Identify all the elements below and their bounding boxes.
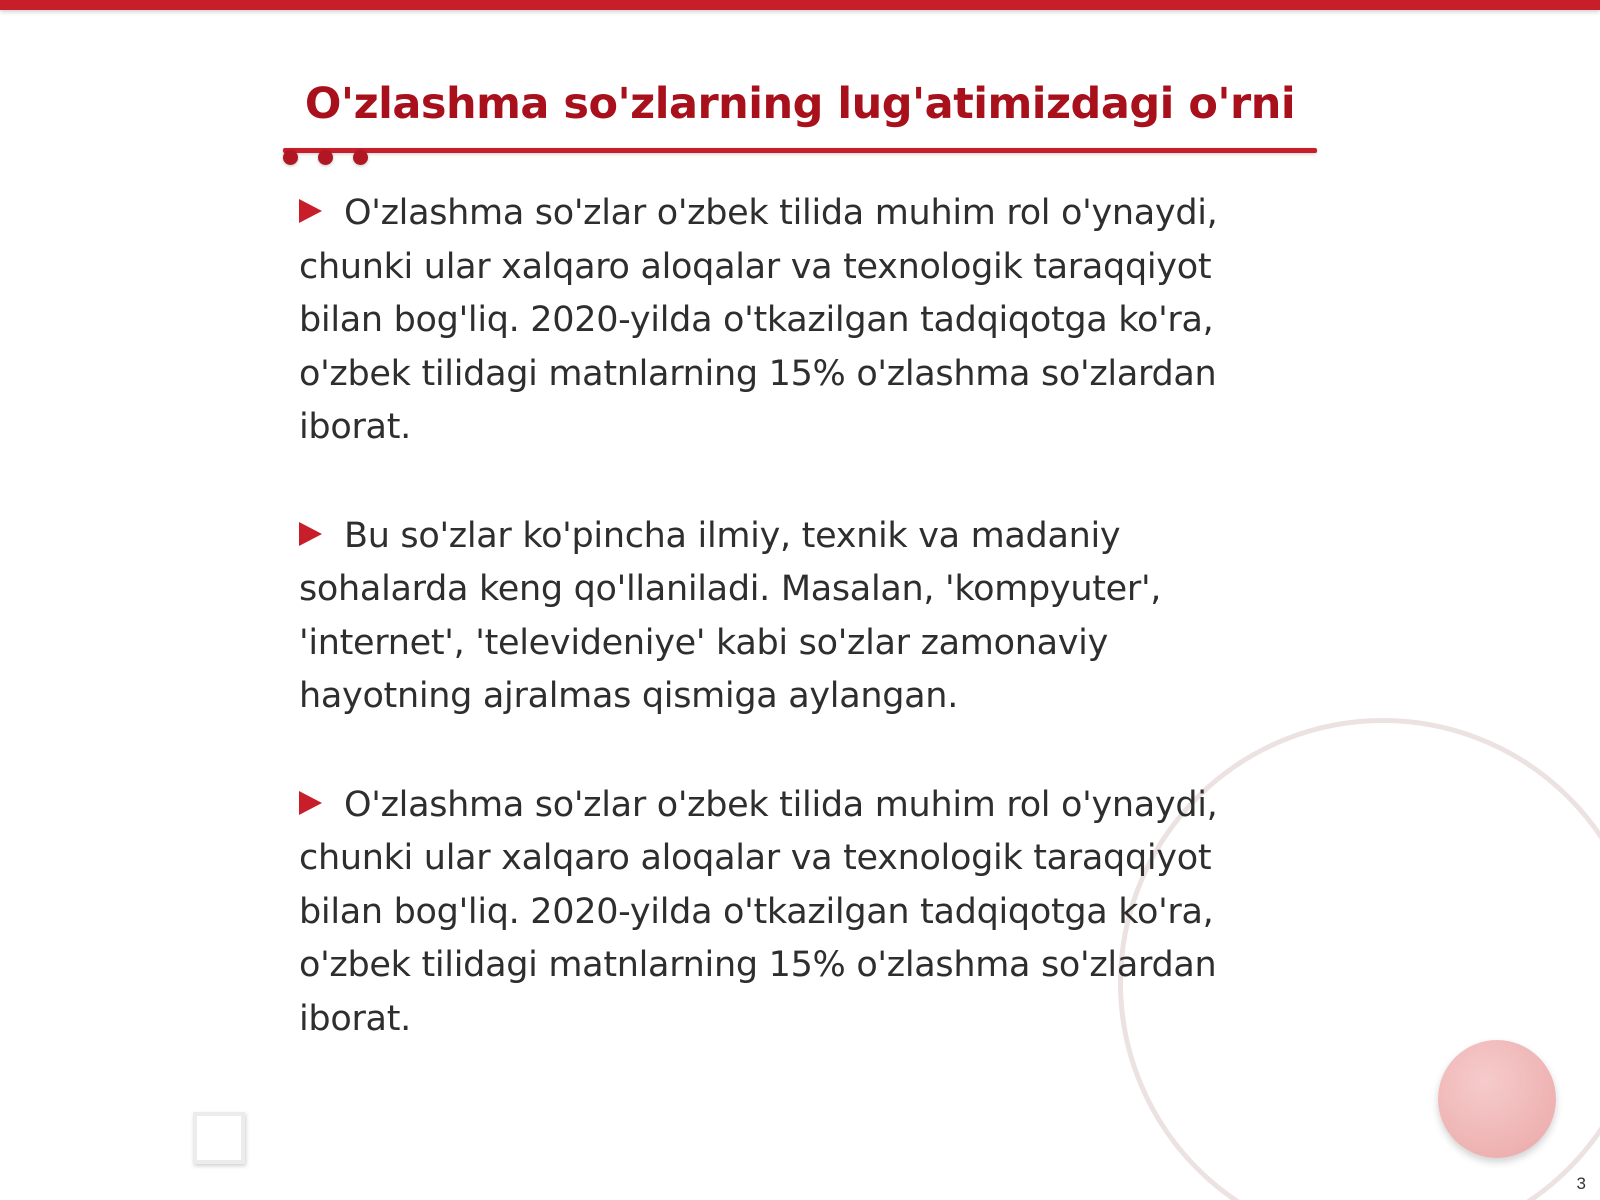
page-number: 3 <box>1576 1174 1586 1193</box>
title-underline <box>283 148 1317 153</box>
bullet-list <box>299 187 1259 1101</box>
bullet-item <box>299 510 1259 724</box>
triangle-right-icon <box>299 522 322 546</box>
decorative-dot <box>318 150 333 165</box>
decorative-square <box>193 1112 245 1164</box>
triangle-right-icon <box>299 199 322 223</box>
bullet-text: Bu so'zlar ko'pincha ilmiy, texnik va madaniy sohalarda keng qo'llaniladi. Masalan, 'kompyuter', 'internet', 'televideniye' kabi so'zlar zamonaviy hayotning ajralmas qismiga aylangan. <box>299 515 1162 716</box>
bullet-text: O'zlashma so'zlar o'zbek tilida muhim rol o'ynaydi, chunki ular xalqaro aloqalar va texnologik taraqqiyot bilan bog'liq. 2020-yilda o'tkazilgan tadqiqotga ko'ra, o'zbek tilidagi matnlarning 15% o'zlashma so'zlardan iborat. <box>299 784 1218 1039</box>
bullet-item <box>299 779 1259 1047</box>
decorative-dot <box>283 150 298 165</box>
bullet-item <box>299 187 1259 455</box>
slide-title: O'zlashma so'zlarning lug'atimizdagi o'rni <box>304 79 1296 129</box>
top-accent-bar <box>0 0 1600 10</box>
decorative-pink-circle <box>1438 1040 1556 1158</box>
bullet-text: O'zlashma so'zlar o'zbek tilida muhim rol o'ynaydi, chunki ular xalqaro aloqalar va texnologik taraqqiyot bilan bog'liq. 2020-yilda o'tkazilgan tadqiqotga ko'ra, o'zbek tilidagi matnlarning 15% o'zlashma so'zlardan iborat. <box>299 193 1218 447</box>
triangle-right-icon <box>299 791 322 815</box>
decorative-dot <box>353 150 368 165</box>
